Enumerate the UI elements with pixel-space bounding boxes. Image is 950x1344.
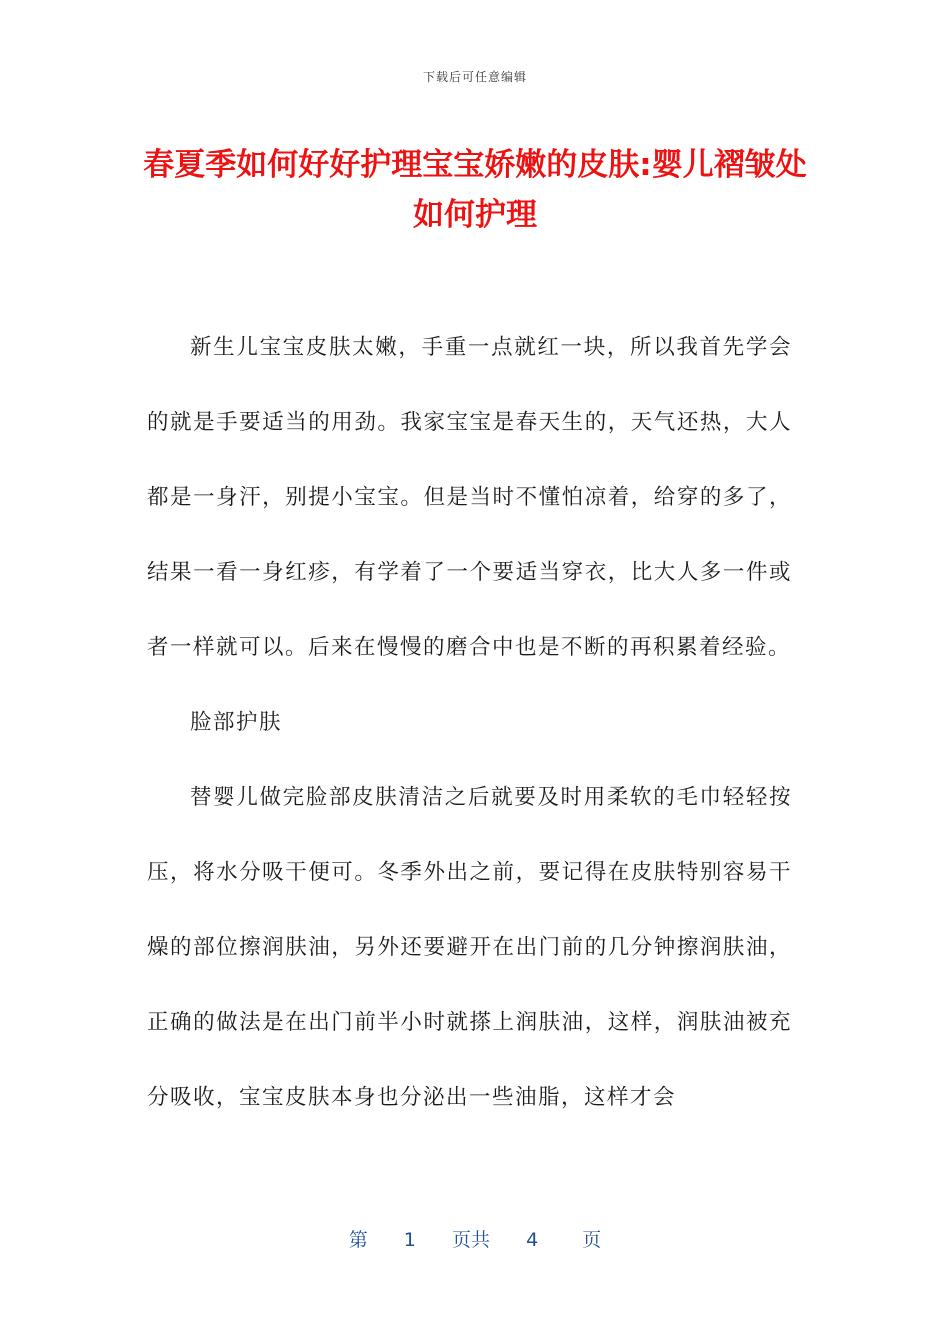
section-heading-face-care: 脸部护肤 [190,710,283,735]
page-total: 4 [526,1229,539,1251]
page-current: 1 [403,1229,416,1251]
page-prefix: 第 [348,1229,368,1251]
page-footer [0,1225,950,1252]
page-suffix: 页 [582,1229,602,1251]
header-note: 下载后可任意编辑 [422,70,527,84]
paragraph-face-care: 替婴儿做完脸部皮肤清洁之后就要及时用柔软的毛巾轻轻按压，将水分吸干便可。冬季外出之前，要记得在皮肤特别容易干燥的部位擦润肤油，另外还要避开在出门前的几分钟擦润肤油，正确的做法是在出门前半小时就搽上润肤油，这样，润肤油被充分吸收，宝宝皮肤本身也分泌出一些油脂，这样才会 [147,785,792,1110]
document-title: 春夏季如何好好护理宝宝娇嫩的皮肤:婴儿褶皱处如何护理 [143,147,807,233]
document-body [147,310,792,1135]
page-mid: 页共 [451,1229,490,1251]
paragraph-intro: 新生儿宝宝皮肤太嫩，手重一点就红一块，所以我首先学会的就是手要适当的用劲。我家宝宝是春天生的，天气还热，大人都是一身汗，别提小宝宝。但是当时不懂怕凉着，给穿的多了，结果一看一身红疹，有学着了一个要适当穿衣，比大人多一件或者一样就可以。后来在慢慢的磨合中也是不断的再积累着经验。 [147,335,792,660]
